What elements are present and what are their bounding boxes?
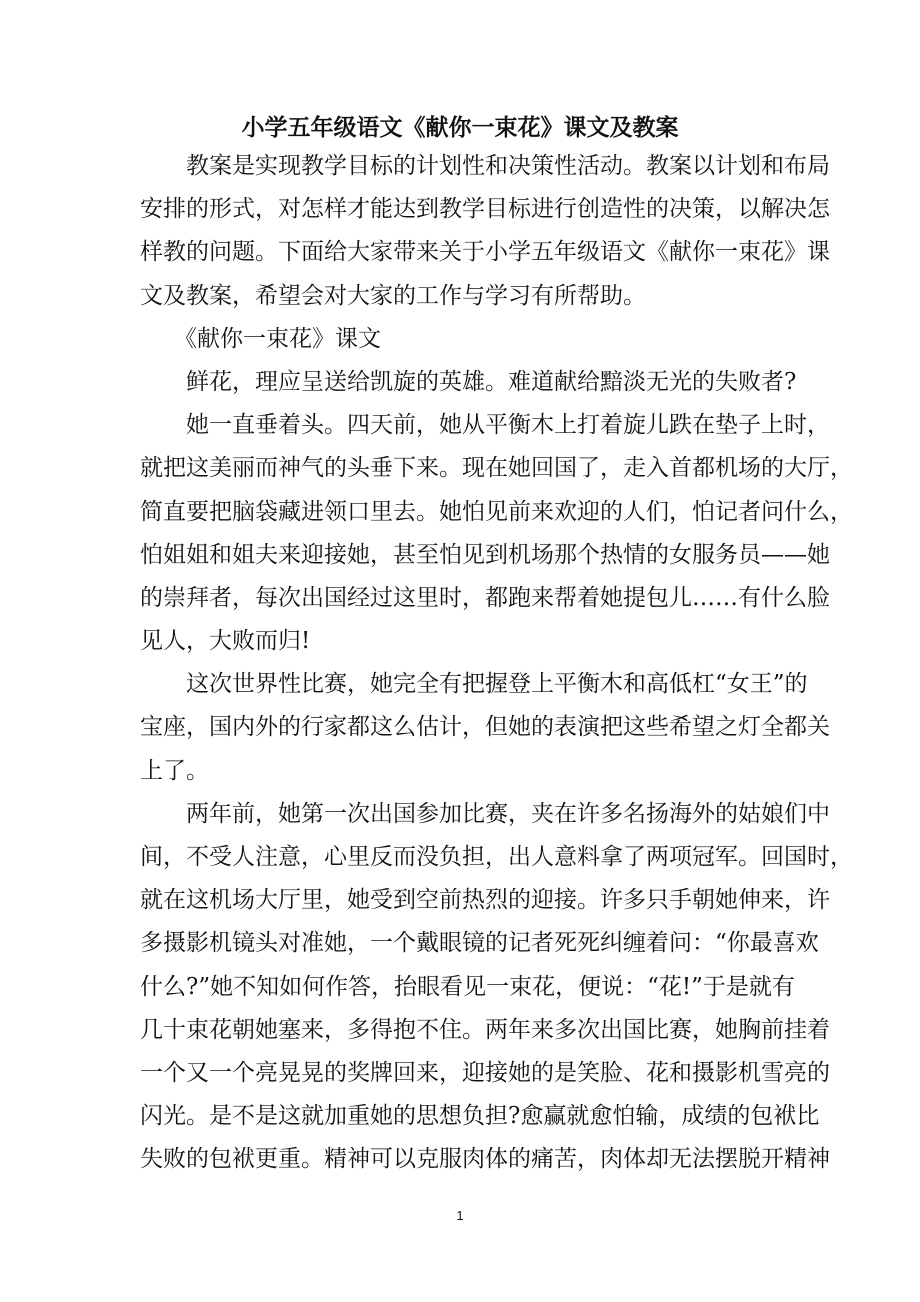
paragraph [140, 668, 830, 798]
paragraph [140, 366, 797, 409]
document-body [140, 150, 853, 1187]
text-line: 就把这美丽而神气的头垂下来。现在她回国了，走入首都机场的大厅， [140, 455, 853, 482]
paragraph [140, 798, 853, 1187]
text-line: 文及教案，希望会对大家的工作与学习有所帮助。 [140, 282, 646, 309]
text-line: 两年前，她第一次出国参加比赛，夹在许多名扬海外的姑娘们中 [186, 800, 830, 827]
text-line: 闪光。是不是这就加重她的思想负担?愈赢就愈怕输，成绩的包袱比 [140, 1103, 820, 1130]
text-line: 她一直垂着头。四天前，她从平衡木上打着旋儿跌在垫子上时， [186, 412, 830, 439]
paragraph [140, 323, 792, 366]
page-number: 1 [456, 1208, 464, 1223]
text-line: 几十束花朝她塞来，多得抱不住。两年来多次出国比赛，她胸前挂着 [140, 1016, 830, 1043]
text-line: 教案是实现教学目标的计划性和决策性活动。教案以计划和布局 [186, 153, 830, 179]
text-line: 《献你一束花》课文 [174, 325, 381, 352]
text-line: 上了。 [140, 757, 209, 784]
text-line: 间，不受人注意，心里反而没负担，出人意料拿了两项冠军。回国时， [140, 844, 853, 870]
text-line: 宝座，国内外的行家都这么估计，但她的表演把这些希望之灯全都关 [140, 714, 830, 741]
paragraph [140, 150, 830, 323]
text-line: 见人，大败而归! [140, 628, 311, 655]
text-line: 样教的问题。下面给大家带来关于小学五年级语文《献你一束花》课 [140, 239, 830, 266]
text-line: 鲜花，理应呈送给凯旋的英雄。难道献给黯淡无光的失败者? [186, 368, 797, 395]
text-line: 简直要把脑袋藏进领口里去。她怕见前来欢迎的人们，怕记者问什么， [140, 498, 853, 525]
text-line: 怕姐姐和姐夫来迎接她，甚至怕见到机场那个热情的女服务员——她 [140, 541, 830, 568]
text-line: 多摄影机镜头对准她，一个戴眼镜的记者死死纠缠着问：“你最喜欢 [140, 930, 819, 957]
text-line: 这次世界性比赛，她完全有把握登上平衡木和高低杠“女王”的 [186, 671, 808, 698]
text-line: 就在这机场大厅里，她受到空前热烈的迎接。许多只手朝她伸来，许 [140, 887, 830, 914]
text-line: 的崇拜者，每次出国经过这里时，都跑来帮着她提包儿……有什么脸 [140, 584, 830, 611]
document-title: 小学五年级语文《献你一束花》课文及教案 [241, 114, 679, 141]
paragraph [140, 409, 853, 668]
text-line: 什么?”她不知如何作答，抬眼看见一束花，便说：“花!”于是就有 [140, 973, 795, 1000]
text-line: 一个又一个亮晃晃的奖牌回来，迎接她的是笑脸、花和摄影机雪亮的 [140, 1059, 830, 1086]
text-line: 失败的包袱更重。精神可以克服肉体的痛苦，肉体却无法摆脱开精神 [140, 1146, 830, 1173]
text-line: 安排的形式，对怎样才能达到教学目标进行创造性的决策，以解决怎 [140, 196, 830, 223]
